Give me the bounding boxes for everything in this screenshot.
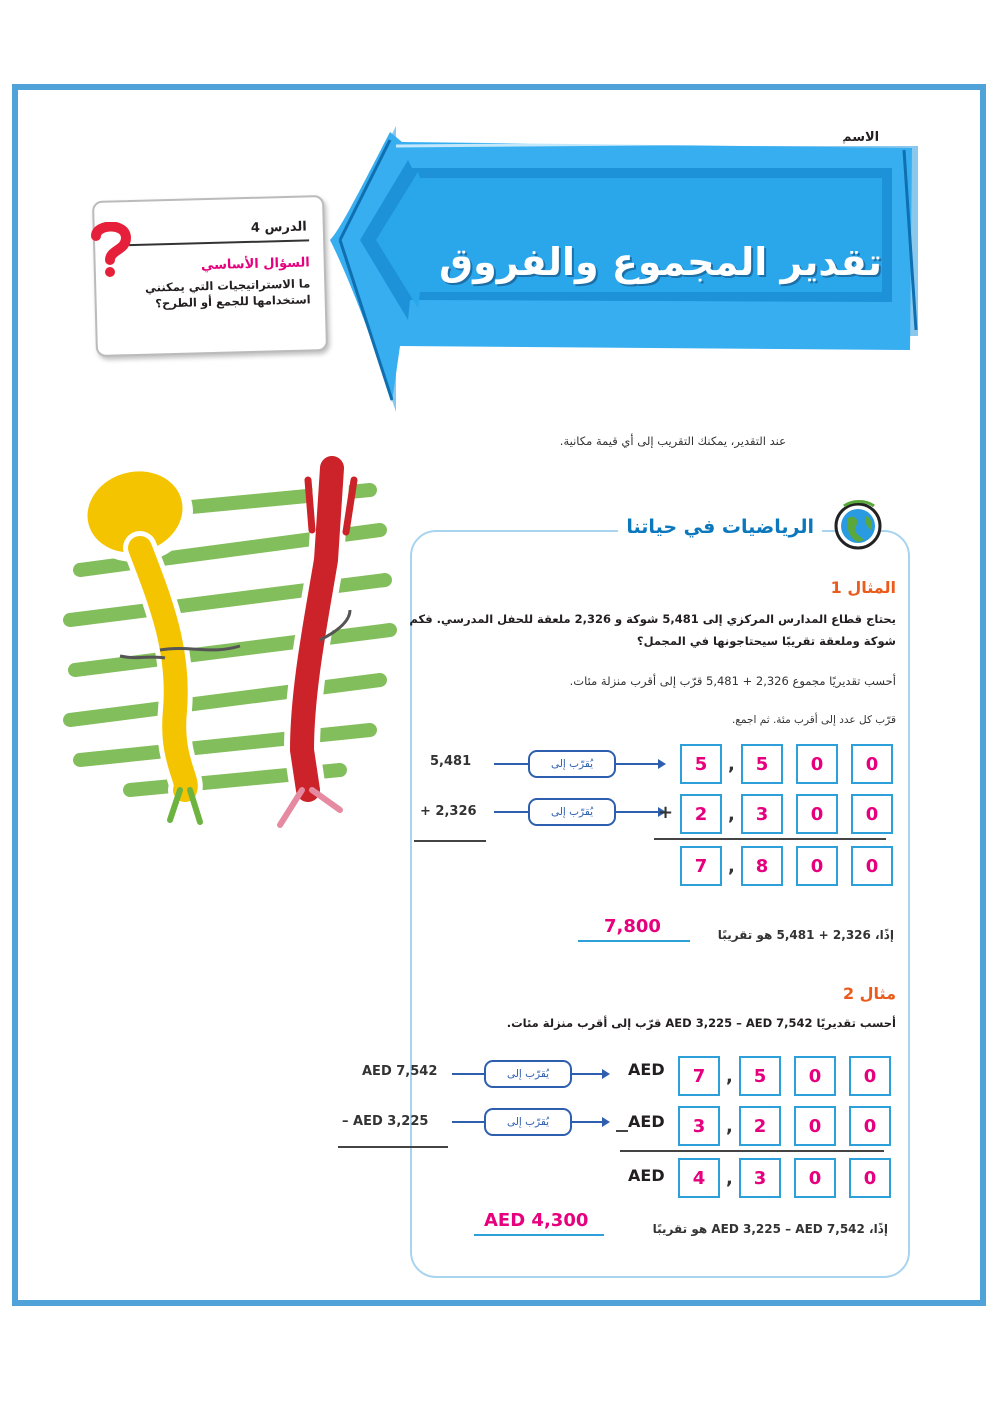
example2-diff-rule — [620, 1150, 884, 1152]
example1-result-text: إذًا، 2,326 + 5,481 هو تقريبًا — [717, 928, 894, 942]
example1-sum-digits — [680, 846, 906, 886]
example1-row2-digits — [680, 794, 906, 834]
digit-box: 0 — [796, 794, 838, 834]
comma: , — [728, 855, 735, 877]
example2-answer-line — [474, 1234, 604, 1236]
example2-title: مثال 2 — [842, 984, 896, 1003]
digit-box: 3 — [678, 1106, 720, 1146]
digit-box: 4 — [678, 1158, 720, 1198]
example1-row1-digits — [680, 744, 906, 784]
minus-sign — [616, 1130, 628, 1132]
example2-subtrahend: – AED 3,225 — [342, 1114, 429, 1129]
digit-box: 0 — [794, 1056, 836, 1096]
currency-label: AED — [628, 1060, 665, 1079]
round-box-1: يُقرّب إلى — [528, 750, 616, 778]
example2-result-text: إذًا، AED 3,225 – AED 7,542 هو تقريبًا — [652, 1222, 888, 1236]
example1-subinstruction: قرّب كل عدد إلى أقرب مئة. ثم اجمع. — [731, 714, 896, 726]
example1-title: المثال 1 — [830, 578, 896, 597]
example1-addend1: 5,481 — [430, 754, 472, 769]
digit-box: 5 — [680, 744, 722, 784]
currency-label: AED — [628, 1166, 665, 1185]
digit-box: 0 — [851, 846, 893, 886]
example1-answer: 7,800 — [604, 916, 661, 937]
round-box-3: يُقرّب إلى — [484, 1060, 572, 1088]
digit-box: 2 — [739, 1106, 781, 1146]
digit-box: 8 — [741, 846, 783, 886]
digit-box: 7 — [680, 846, 722, 886]
digit-box: 3 — [741, 794, 783, 834]
name-label: الاسم — [842, 130, 880, 145]
digit-box: 0 — [796, 744, 838, 784]
digit-box: 0 — [849, 1106, 891, 1146]
digit-box: 5 — [741, 744, 783, 784]
example2-diff-digits — [678, 1158, 904, 1198]
digit-box: 0 — [794, 1158, 836, 1198]
digit-box: 0 — [794, 1106, 836, 1146]
example2-instruction: أحسب تقديريًا AED 3,225 – AED 7,542 قرّب إلى أقرب منزلة مئات. — [506, 1016, 896, 1030]
spoon-fork-illustration — [40, 450, 420, 850]
comma: , — [726, 1167, 733, 1189]
example2-row1-digits — [678, 1056, 904, 1096]
example2-answer: AED 4,300 — [484, 1210, 589, 1231]
comma: , — [726, 1115, 733, 1137]
example1-sum-rule — [654, 838, 886, 840]
lesson-title: تقدير المجموع والفروق — [439, 240, 882, 284]
digit-box: 0 — [851, 744, 893, 784]
digit-box: 0 — [796, 846, 838, 886]
question-mark-icon — [88, 222, 132, 278]
digit-box: 3 — [739, 1158, 781, 1198]
essential-question-text: ما الاستراتيجيات التي يمكنني استخدامها للجمع أو الطرح؟ — [144, 276, 311, 311]
comma: , — [728, 803, 735, 825]
digit-box: 2 — [680, 794, 722, 834]
example1-answer-line — [578, 940, 690, 942]
intro-text: عند التقدير، يمكنك التقريب إلى أي قيمة مكانية. — [559, 434, 786, 448]
comma: , — [726, 1065, 733, 1087]
example1-addend2: + 2,326 — [420, 804, 477, 819]
example2-left-rule — [338, 1146, 448, 1148]
digit-box: 0 — [851, 794, 893, 834]
digit-box: 0 — [849, 1056, 891, 1096]
lesson-rule — [129, 239, 309, 246]
example1-instruction: أحسب تقديريًا مجموع 2,326 + 5,481 قرّب إلى أقرب منزلة مئات. — [569, 674, 896, 688]
essential-question-title: السؤال الأساسي — [200, 255, 310, 274]
digit-box: 5 — [739, 1056, 781, 1096]
example1-problem: يحتاج قطاع المدارس المركزي إلى 5,481 شوكة و 2,326 ملعقة للحفل المدرسي. فكم شوكة وملعقة تقريبًا سيحتاجونها في المجمل؟ — [409, 612, 896, 648]
globe-icon — [830, 496, 886, 552]
comma: , — [728, 753, 735, 775]
round-box-4: يُقرّب إلى — [484, 1108, 572, 1136]
section-title: الرياضيات في حياتنا — [618, 516, 822, 538]
plus-sign: + — [658, 802, 674, 823]
example2-minuend: AED 7,542 — [362, 1064, 438, 1079]
digit-box: 0 — [849, 1158, 891, 1198]
example2-row2-digits — [678, 1106, 904, 1146]
currency-label: AED — [628, 1112, 665, 1131]
round-box-2: يُقرّب إلى — [528, 798, 616, 826]
digit-box: 7 — [678, 1056, 720, 1096]
lesson-number: الدرس 4 — [250, 219, 307, 236]
example1-left-rule — [414, 840, 486, 842]
